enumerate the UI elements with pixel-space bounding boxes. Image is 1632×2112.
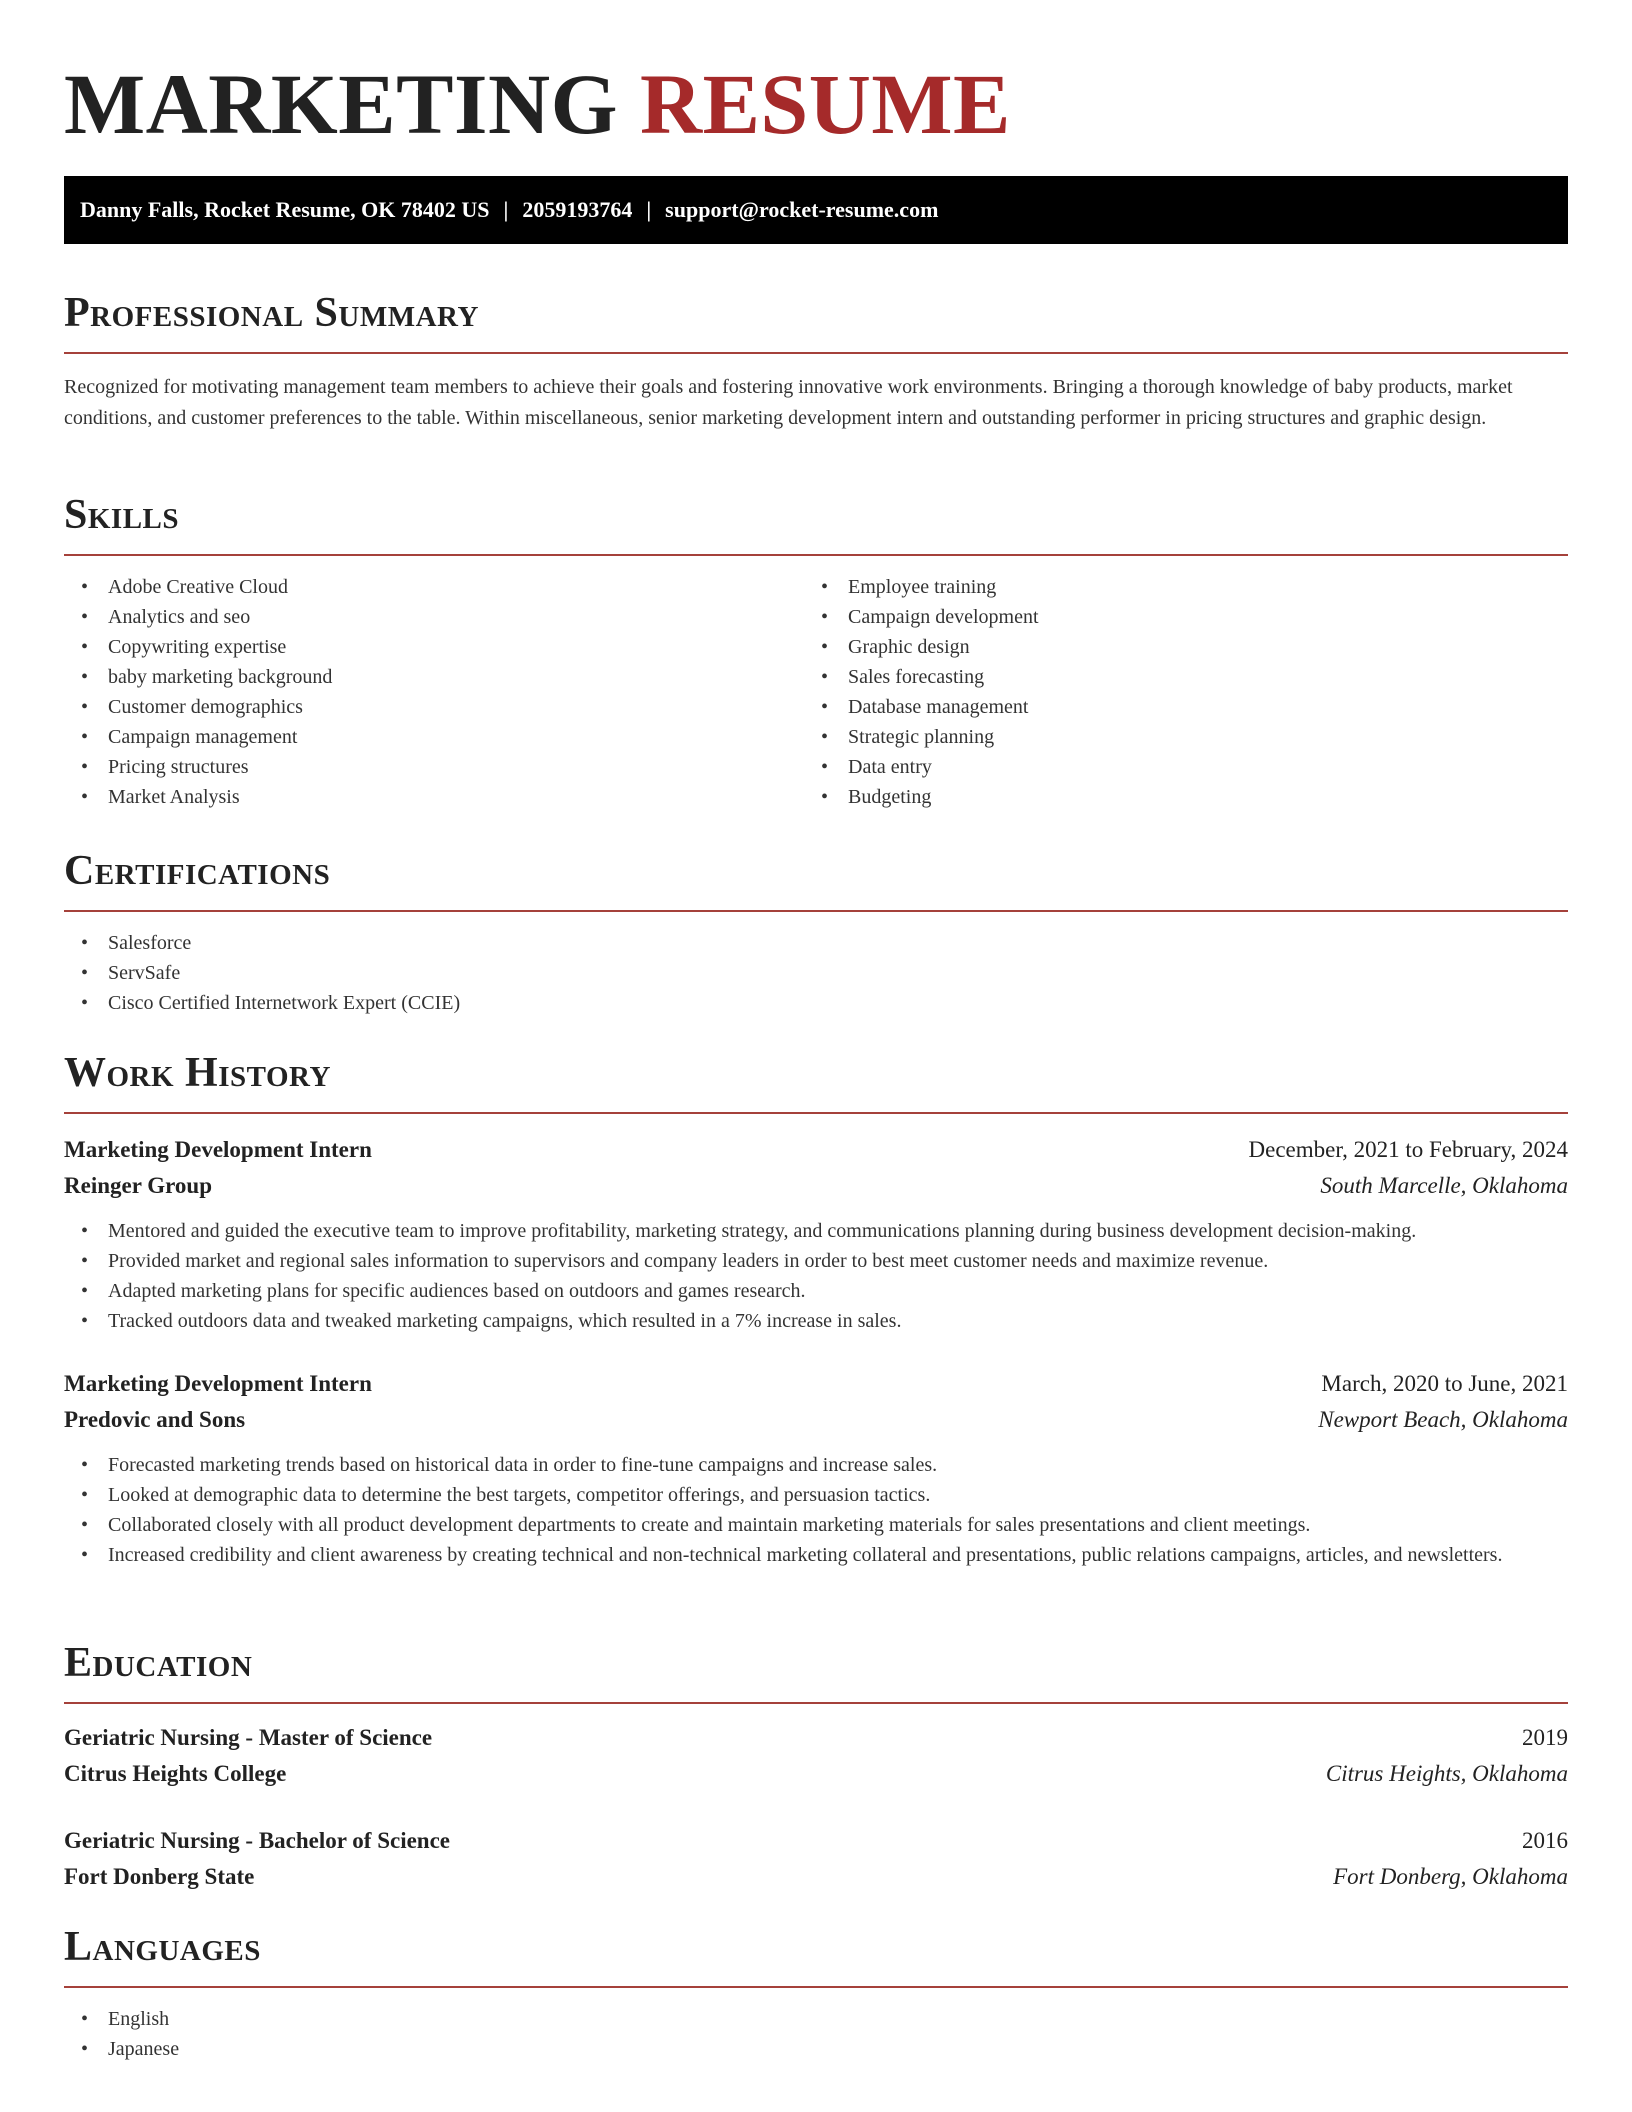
list-item: • Data entry xyxy=(804,752,1544,782)
job-entry xyxy=(64,1132,1568,1336)
job-dates: December, 2021 to February, 2024 xyxy=(1248,1137,1568,1162)
job-header-row xyxy=(64,1366,1568,1402)
contact-address: Danny Falls, Rocket Resume, OK 78402 US xyxy=(80,197,490,222)
job-location: Newport Beach, Oklahoma xyxy=(1318,1407,1568,1432)
job-title: Marketing Development Intern xyxy=(64,1371,372,1396)
section-title-languages: Languages xyxy=(64,1924,261,1970)
job-header-row xyxy=(64,1132,1568,1168)
job-title: Marketing Development Intern xyxy=(64,1137,372,1162)
section-divider xyxy=(64,352,1568,354)
contact-phone: 2059193764 xyxy=(522,197,633,222)
skills-section xyxy=(64,490,1568,812)
education-section xyxy=(64,1638,1568,1895)
skills-list-left xyxy=(64,572,804,812)
education-year: 2016 xyxy=(1522,1828,1568,1853)
certifications-list xyxy=(64,928,1568,1018)
section-title-education: Education xyxy=(64,1640,253,1686)
section-divider xyxy=(64,1702,1568,1704)
list-item: • Graphic design xyxy=(804,632,1544,662)
list-item: • English xyxy=(64,2004,1568,2034)
certifications-section xyxy=(64,846,1568,1018)
list-item: • Collaborated closely with all product development departments to create and maintain marketing materials for sales presentations and client meetings. xyxy=(64,1510,1568,1540)
job-dates: March, 2020 to June, 2021 xyxy=(1321,1371,1568,1396)
education-location: Citrus Heights, Oklahoma xyxy=(1325,1761,1568,1786)
list-item: • Copywriting expertise xyxy=(64,632,804,662)
contact-email: support@rocket-resume.com xyxy=(665,197,939,222)
summary-text: Recognized for motivating management team members to achieve their goals and fostering innovative work environments. Bringing a thorough knowledge of baby products, market conditions, and customer preferences to the table. Within miscellaneous, senior marketing development intern and outstanding performer in pricing structures and graphic design. xyxy=(64,376,1513,429)
list-item: • Budgeting xyxy=(804,782,1544,812)
list-item: • Sales forecasting xyxy=(804,662,1544,692)
list-item: • Employee training xyxy=(804,572,1544,602)
list-item: • Provided market and regional sales information to supervisors and company leaders in order to best meet customer needs and maximize revenue. xyxy=(64,1246,1568,1276)
job-bullets xyxy=(64,1450,1568,1570)
list-item: • Market Analysis xyxy=(64,782,804,812)
list-item: • Forecasted marketing trends based on historical data in order to fine-tune campaigns and increase sales. xyxy=(64,1450,1568,1480)
list-item: • Campaign management xyxy=(64,722,804,752)
section-divider xyxy=(64,1986,1568,1988)
list-item: • Adapted marketing plans for specific audiences based on outdoors and games research. xyxy=(64,1276,1568,1306)
list-item: • Mentored and guided the executive team to improve profitability, marketing strategy, and communications planning during business development decision-making. xyxy=(64,1216,1568,1246)
job-company-row xyxy=(64,1168,1568,1204)
section-title-work-history: Work History xyxy=(64,1050,331,1096)
section-divider xyxy=(64,910,1568,912)
list-item: • Adobe Creative Cloud xyxy=(64,572,804,602)
summary-section xyxy=(64,288,1568,434)
list-item: • Database management xyxy=(804,692,1544,722)
section-title-skills: Skills xyxy=(64,492,180,538)
list-item: • Pricing structures xyxy=(64,752,804,782)
list-item: • Cisco Certified Internetwork Expert (CCIE) xyxy=(64,988,1568,1018)
list-item: • Analytics and seo xyxy=(64,602,804,632)
skills-grid xyxy=(64,556,1568,812)
education-entry xyxy=(64,1823,1568,1895)
list-item: • Customer demographics xyxy=(64,692,804,722)
job-entry xyxy=(64,1366,1568,1570)
education-school-row xyxy=(64,1756,1568,1792)
list-item: • Japanese xyxy=(64,2034,1568,2064)
work-history-section xyxy=(64,1048,1568,1570)
resume-title xyxy=(64,0,1011,174)
languages-list xyxy=(64,2004,1568,2064)
contact-separator: | xyxy=(646,197,652,222)
education-entry xyxy=(64,1720,1568,1792)
list-item: • Increased credibility and client awareness by creating technical and non-technical marketing collateral and presentations, public relations campaigns, articles, and newsletters. xyxy=(64,1540,1568,1570)
education-location: Fort Donberg, Oklahoma xyxy=(1333,1864,1568,1889)
education-school: Citrus Heights College xyxy=(64,1761,287,1786)
contact-bar xyxy=(64,176,1568,244)
section-title-certifications: Certifications xyxy=(64,848,331,894)
list-item: • ServSafe xyxy=(64,958,1568,988)
list-item: • Salesforce xyxy=(64,928,1568,958)
education-degree-row xyxy=(64,1720,1568,1756)
contact-separator: | xyxy=(503,197,509,222)
section-title-summary: Professional Summary xyxy=(64,290,479,336)
education-school: Fort Donberg State xyxy=(64,1864,255,1889)
education-degree-row xyxy=(64,1823,1568,1859)
education-year: 2019 xyxy=(1522,1725,1568,1750)
list-item: • baby marketing background xyxy=(64,662,804,692)
education-degree: Geriatric Nursing - Bachelor of Science xyxy=(64,1828,451,1853)
job-company: Predovic and Sons xyxy=(64,1407,246,1432)
title-part-1: MARKETING xyxy=(64,56,618,152)
skills-list-right xyxy=(804,572,1544,812)
list-item: • Strategic planning xyxy=(804,722,1544,752)
job-bullets xyxy=(64,1216,1568,1336)
title-part-2: RESUME xyxy=(639,56,1011,152)
job-location: South Marcelle, Oklahoma xyxy=(1320,1173,1568,1198)
section-divider xyxy=(64,1112,1568,1114)
list-item: • Tracked outdoors data and tweaked marketing campaigns, which resulted in a 7% increase in sales. xyxy=(64,1306,1568,1336)
list-item: • Campaign development xyxy=(804,602,1544,632)
list-item: • Looked at demographic data to determine the best targets, competitor offerings, and persuasion tactics. xyxy=(64,1480,1568,1510)
job-company: Reinger Group xyxy=(64,1173,213,1198)
education-degree: Geriatric Nursing - Master of Science xyxy=(64,1725,433,1750)
job-company-row xyxy=(64,1402,1568,1438)
education-school-row xyxy=(64,1859,1568,1895)
languages-section xyxy=(64,1922,1568,2064)
